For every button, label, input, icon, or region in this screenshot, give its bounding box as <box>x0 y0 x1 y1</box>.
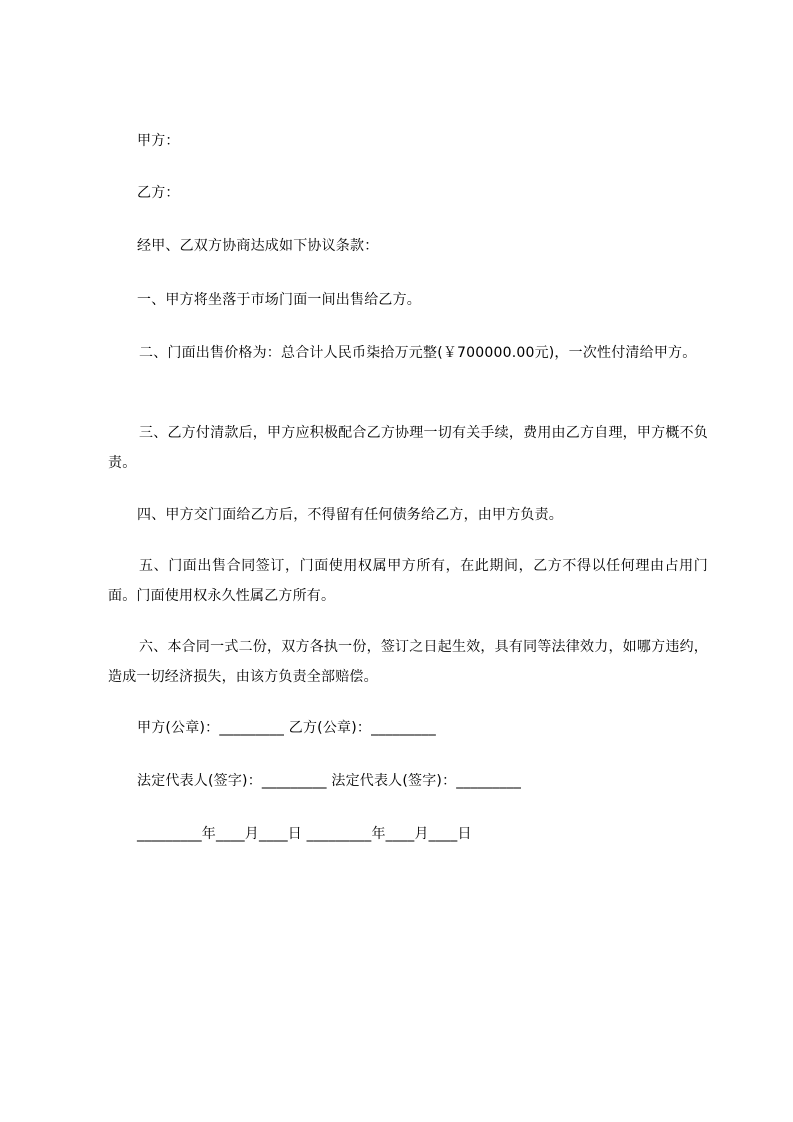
signature-seal-line: 甲方(公章)：_________ 乙方(公章)：_________ <box>137 720 436 736</box>
clause-6: 六、本合同一式二份，双方各执一份，签订之日起生效，具有同等法律效力，如哪方违约，造成一切经济损失，由该方负责全部赔偿。 <box>108 639 708 685</box>
signature-representative-line: 法定代表人(签字)：_________ 法定代表人(签字)：_________ <box>137 773 522 789</box>
clause-2: 二、门面出售价格为：总合计人民币柒拾万元整(￥700000.00元)，一次性付清给甲方。 <box>139 345 697 361</box>
clause-1: 一、甲方将坐落于市场门面一间出售给乙方。 <box>137 292 421 308</box>
clause-5: 五、门面出售合同签订，门面使用权属甲方所有，在此期间，乙方不得以任何理由占用门面。门面使用权永久性属乙方所有。 <box>108 558 708 604</box>
party-a-label: 甲方： <box>137 133 180 149</box>
intro-text: 经甲、乙双方协商达成如下协议条款： <box>137 238 379 254</box>
signature-date-line: _________年____月____日 _________年____月____日 <box>137 826 472 842</box>
party-b-label: 乙方： <box>137 185 180 201</box>
clause-3: 三、乙方付清款后，甲方应积极配合乙方协理一切有关手续，费用由乙方自理，甲方概不负责。 <box>108 425 708 471</box>
clause-4: 四、甲方交门面给乙方后，不得留有任何债务给乙方，由甲方负责。 <box>137 507 563 523</box>
